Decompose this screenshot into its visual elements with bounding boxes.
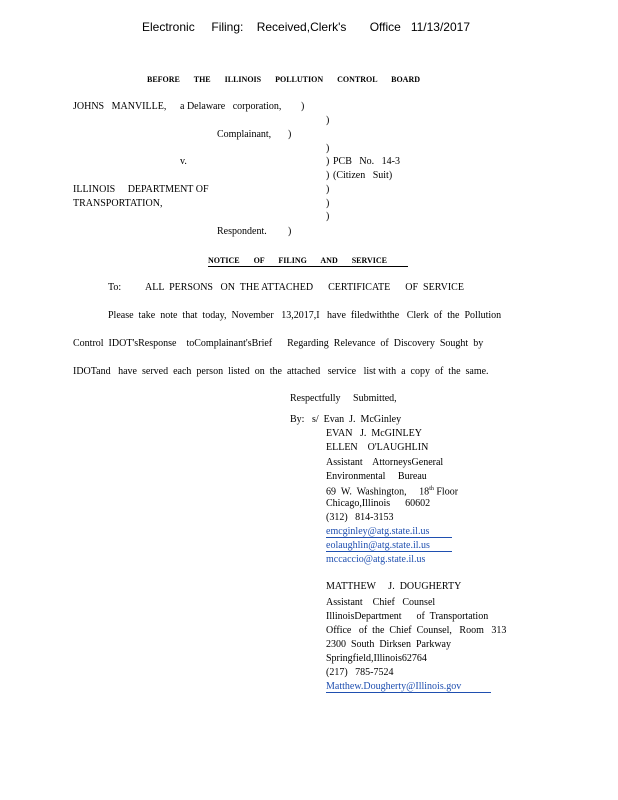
complainant-name: JOHNS MANVILLE, (73, 101, 167, 112)
paren-8: ) (326, 198, 330, 209)
email-link-dougherty-underline (326, 692, 491, 693)
attorney-title: Assistant AttorneysGeneral (326, 457, 444, 468)
notice-paragraph-line-3: IDOTand have served each person listed on the attached service list with a copy of the same. (73, 366, 489, 377)
email-link-dougherty[interactable]: Matthew.Dougherty@Illinois.gov (326, 681, 462, 692)
attorney-name-2: ELLEN O'LAUGHLIN (326, 442, 429, 453)
filing-stamp: Electronic Filing: Received,Clerk's Office 11/13/2017 (142, 20, 470, 34)
email-link-mcginley[interactable]: emcginley@atg.state.il.us (326, 526, 430, 537)
counsel-office: Office of the Chief Counsel, Room 313 (326, 625, 507, 636)
paren-1: ) (301, 101, 305, 112)
email-link-olaughlin[interactable]: eolaughlin@atg.state.il.us (326, 540, 430, 551)
attorney-city: Chicago,Illinois 60602 (326, 498, 431, 509)
email-link-olaughlin-underline (326, 551, 452, 552)
paren-5: ) (326, 156, 330, 167)
counsel-title: Assistant Chief Counsel (326, 597, 436, 608)
paren-6: ) (326, 170, 330, 181)
email-link-caccio[interactable]: mccaccio@atg.state.il.us (326, 554, 426, 565)
respondent-role: Respondent. (217, 226, 267, 237)
email-link-mcginley-underline (326, 537, 452, 538)
respondent-name-line-1: ILLINOIS DEPARTMENT OF (73, 184, 209, 195)
notice-paragraph-line-1: Please take note that today, November 13,2017,I have filedwiththe Clerk of the Pollution (108, 310, 502, 321)
respondent-name-line-2: TRANSPORTATION, (73, 198, 163, 209)
to-label: To: (108, 282, 122, 293)
signature-by-line: By: s/ Evan J. McGinley (290, 414, 402, 425)
versus: v. (180, 156, 187, 167)
board-title: BEFORE THE ILLINOIS POLLUTION CONTROL BOARD (147, 75, 421, 84)
attorney-phone: (312) 814-3153 (326, 512, 394, 523)
counsel-phone: (217) 785-7524 (326, 667, 394, 678)
complainant-role: Complainant, (217, 129, 272, 140)
closing: Respectfully Submitted, (290, 393, 397, 404)
attorney-name-3: MATTHEW J. DOUGHERTY (326, 581, 462, 592)
paren-7: ) (326, 184, 330, 195)
paren-10: ) (288, 226, 292, 237)
attorney-office: Environmental Bureau (326, 471, 427, 482)
complainant-description: a Delaware corporation, (180, 101, 282, 112)
counsel-city: Springfield,Illinois62764 (326, 653, 427, 664)
case-number: PCB No. 14-3 (333, 156, 400, 167)
attorney-address: 69 W. Washington, 18th Floor (326, 486, 459, 498)
notice-title-underline (208, 266, 408, 267)
counsel-department: IllinoisDepartment of Transportation (326, 611, 489, 622)
paren-4: ) (326, 143, 330, 154)
notice-title: NOTICE OF FILING AND SERVICE (208, 256, 387, 265)
attorney-name-1: EVAN J. McGINLEY (326, 428, 422, 439)
paren-9: ) (326, 211, 330, 222)
to-recipients: ALL PERSONS ON THE ATTACHED CERTIFICATE OF SERVICE (145, 282, 464, 293)
notice-paragraph-line-2: Control IDOT'sResponse toComplainant'sBrief Regarding Relevance of Discovery Sought by (73, 338, 484, 349)
paren-2: ) (326, 115, 330, 126)
paren-3: ) (288, 129, 292, 140)
counsel-address: 2300 South Dirksen Parkway (326, 639, 451, 650)
case-type: (Citizen Suit) (333, 170, 393, 181)
